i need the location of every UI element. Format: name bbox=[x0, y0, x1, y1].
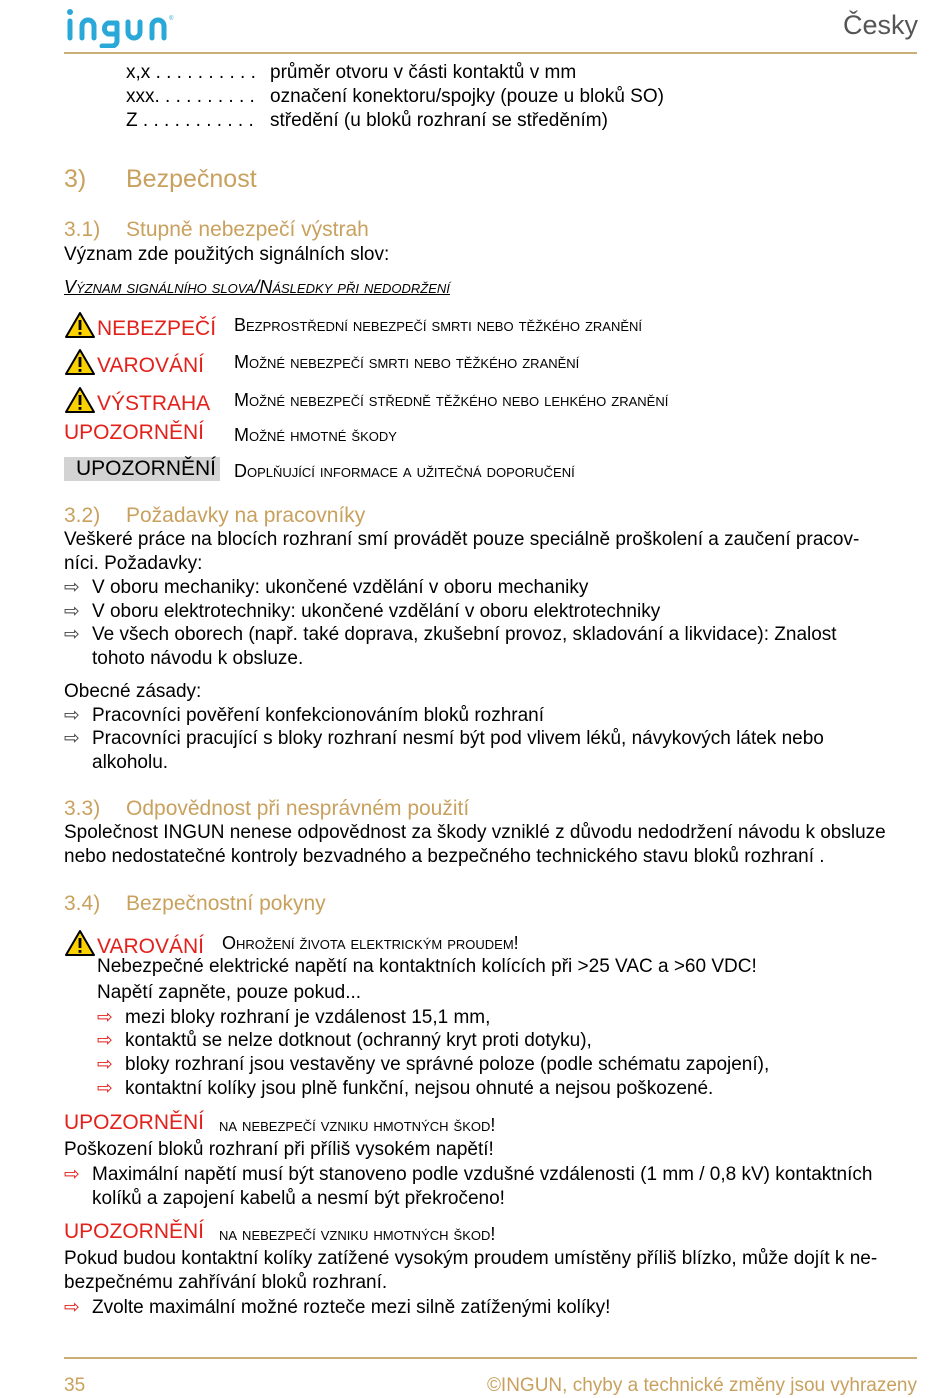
list-item-continuation: kolíků a zapojení kabelů a nesmí být překročeno! bbox=[92, 1188, 505, 1209]
header-rule bbox=[64, 52, 917, 54]
legend-text: označení konektoru/spojky (pouze u bloků SO) bbox=[270, 86, 664, 107]
paragraph: Nebezpečné elektrické napětí na kontaktních kolících při >25 VAC a >60 VDC! bbox=[97, 956, 757, 977]
section-number: 3) bbox=[64, 165, 87, 193]
language-label: Česky bbox=[842, 10, 918, 40]
list-item: ⇨ bloky rozhraní jsou vestavěny ve správné poloze (podle schématu zapojení), bbox=[97, 1054, 770, 1075]
subsection-number: 3.4) bbox=[64, 892, 101, 915]
list-item: ⇨ Zvolte maximální možné rozteče mezi silně zatíženými kolíky! bbox=[64, 1297, 611, 1318]
arrow-right-icon: ⇨ bbox=[97, 1030, 113, 1051]
list-item: ⇨ V oboru elektrotechniky: ukončené vzdělání v oboru elektrotechniky bbox=[64, 601, 661, 622]
list-item: ⇨ kontaktní kolíky jsou plně funkční, nejsou ohnuté a nejsou poškozené. bbox=[97, 1078, 714, 1099]
arrow-right-icon: ⇨ bbox=[64, 601, 80, 622]
subsection-title: Bezpečnostní pokyny bbox=[126, 892, 326, 915]
arrow-right-icon: ⇨ bbox=[64, 728, 80, 749]
arrow-right-icon: ⇨ bbox=[64, 1164, 80, 1185]
warning-triangle-icon bbox=[64, 311, 96, 339]
legend-row: Z . . . . . . . . . . . bbox=[126, 110, 254, 131]
paragraph: Poškození bloků rozhraní při příliš vysokém napětí! bbox=[64, 1139, 494, 1160]
notice-title: na nebezpečí vzniku hmotných škod! bbox=[219, 1224, 496, 1244]
signal-word-danger: NEBEZPEČÍ bbox=[97, 317, 217, 340]
arrow-right-icon: ⇨ bbox=[64, 577, 80, 598]
legend-text: středění (u bloků rozhraní se středěním) bbox=[270, 110, 608, 131]
list-item: ⇨ mezi bloky rozhraní je vzdálenost 15,1 mm, bbox=[97, 1007, 491, 1028]
signal-word-info: UPOZORNĚNÍ bbox=[64, 457, 220, 481]
signal-word-warning: VAROVÁNÍ bbox=[97, 354, 204, 377]
subsection-title: Požadavky na pracovníky bbox=[126, 504, 366, 527]
paragraph: Napětí zapněte, pouze pokud... bbox=[97, 982, 362, 1003]
paragraph: bezpečnému zahřívání bloků rozhraní. bbox=[64, 1272, 388, 1293]
list-item: ⇨ kontaktů se nelze dotknout (ochranný kryt proti dotyku), bbox=[97, 1030, 592, 1051]
subsection-title: Odpovědnost při nesprávném použití bbox=[126, 797, 470, 820]
intro-text: Význam zde použitých signálních slov: bbox=[64, 244, 390, 265]
paragraph: níci. Požadavky: bbox=[64, 553, 203, 574]
paragraph: Veškeré práce na blocích rozhraní smí provádět pouze speciálně proškolení a zaučení pracov- bbox=[64, 529, 860, 550]
arrow-right-icon: ⇨ bbox=[97, 1078, 113, 1099]
list-item: ⇨ V oboru mechaniky: ukončené vzdělání v oboru mechaniky bbox=[64, 577, 589, 598]
copyright-notice: ©INGUN, chyby a technické změny jsou vyhrazeny bbox=[486, 1375, 917, 1396]
signal-meaning: Doplňující informace a užitečná doporučení bbox=[234, 461, 575, 481]
list-item: ⇨ Ve všech oborech (např. také doprava, zkušební provoz, skladování a likvidace): Znalost bbox=[64, 624, 837, 645]
signal-meaning: Bezprostřední nebezpečí smrti nebo těžkého zranění bbox=[234, 315, 643, 335]
general-principles-heading: Obecné zásady: bbox=[64, 681, 202, 702]
page-number: 35 bbox=[64, 1375, 86, 1396]
list-item: ⇨ Pracovníci pracující s bloky rozhraní nesmí být pod vlivem léků, návykových látek nebo bbox=[64, 728, 824, 749]
signal-word-row bbox=[64, 348, 204, 378]
list-item: ⇨ Maximální napětí musí být stanoveno podle vzdušné vzdálenosti (1 mm / 0,8 kV) kontaktních bbox=[64, 1164, 873, 1185]
footer-rule bbox=[64, 1357, 917, 1359]
subsection-number: 3.1) bbox=[64, 218, 101, 241]
list-item: ⇨ Pracovníci pověření konfekcionováním bloků rozhraní bbox=[64, 705, 545, 726]
signal-word-notice: UPOZORNĚNÍ bbox=[64, 1220, 205, 1243]
list-item-continuation: alkoholu. bbox=[92, 752, 169, 773]
ingun-logo bbox=[66, 8, 226, 48]
paragraph: nebo nedostatečné kontroly bezvadného a bezpečného technického stavu bloků rozhraní . bbox=[64, 846, 825, 867]
warning-triangle-icon bbox=[64, 348, 96, 376]
svg-text:®: ® bbox=[169, 16, 174, 22]
signal-word-notice: UPOZORNĚNÍ bbox=[64, 421, 205, 444]
arrow-right-icon: ⇨ bbox=[64, 705, 80, 726]
paragraph: Společnost INGUN nenese odpovědnost za škody vzniklé z důvodu nedodržení návodu k obsluze bbox=[64, 822, 886, 843]
signal-meaning: Možné nebezpečí středně těžkého nebo lehkého zranění bbox=[234, 390, 669, 410]
warning-title: Ohrožení života elektrickým proudem! bbox=[222, 933, 519, 953]
signal-word-row bbox=[64, 311, 216, 341]
list-item-continuation: tohoto návodu k obsluze. bbox=[92, 648, 304, 669]
table-subheading: Význam signálního slova/Následky při nedodržení bbox=[64, 277, 450, 297]
subsection-title: Stupně nebezpečí výstrah bbox=[126, 218, 369, 241]
arrow-right-icon: ⇨ bbox=[64, 1297, 80, 1318]
signal-word-notice: UPOZORNĚNÍ bbox=[64, 1111, 205, 1134]
signal-word-row bbox=[64, 386, 210, 416]
arrow-right-icon: ⇨ bbox=[64, 624, 80, 645]
arrow-right-icon: ⇨ bbox=[97, 1007, 113, 1028]
section-title: Bezpečnost bbox=[126, 165, 257, 193]
signal-meaning: Možné hmotné škody bbox=[234, 425, 397, 445]
warning-triangle-icon bbox=[64, 386, 96, 414]
arrow-right-icon: ⇨ bbox=[97, 1054, 113, 1075]
legend-text: průměr otvoru v části kontaktů v mm bbox=[270, 62, 577, 83]
subsection-number: 3.3) bbox=[64, 797, 101, 820]
notice-title: na nebezpečí vzniku hmotných škod! bbox=[219, 1115, 496, 1135]
signal-word-caution: VÝSTRAHA bbox=[97, 392, 211, 415]
subsection-number: 3.2) bbox=[64, 504, 101, 527]
paragraph: Pokud budou kontaktní kolíky zatížené vysokým proudem umístěny příliš blízko, může dojít k ne- bbox=[64, 1248, 878, 1269]
signal-meaning: Možné nebezpečí smrti nebo těžkého zranění bbox=[234, 352, 580, 372]
signal-word-warning: VAROVÁNÍ bbox=[97, 935, 204, 958]
legend-row: x,x . . . . . . . . . . bbox=[126, 62, 256, 83]
legend-row: xxx. . . . . . . . . . bbox=[126, 86, 255, 107]
warning-triangle-icon bbox=[64, 929, 96, 957]
